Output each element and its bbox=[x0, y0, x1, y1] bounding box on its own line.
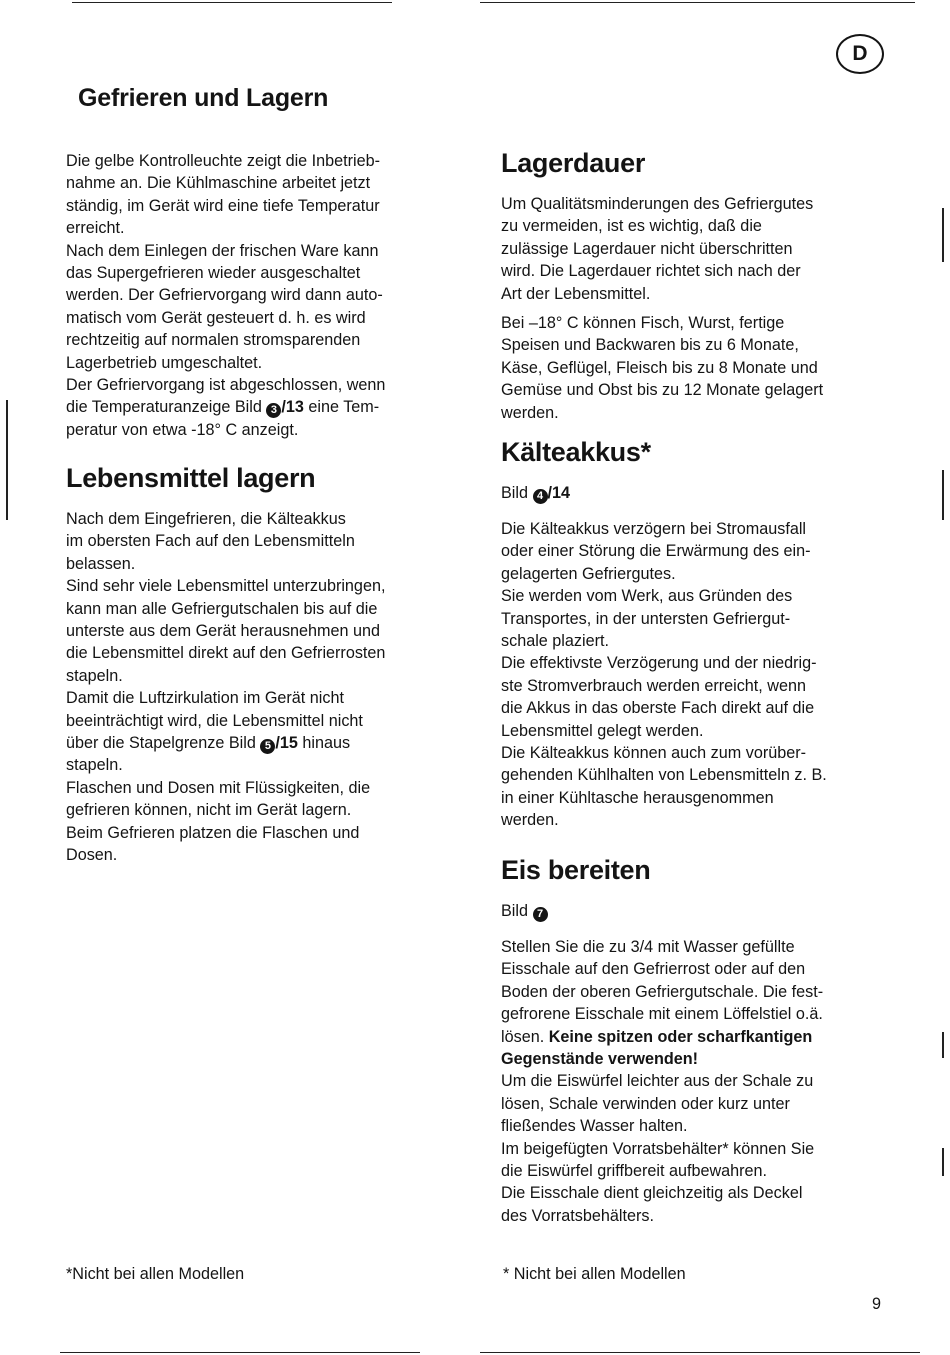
figure-ref: /14 bbox=[547, 484, 571, 502]
intro-line: Nach dem Einlegen der frischen Ware kann bbox=[66, 241, 379, 260]
figure-number-icon: 7 bbox=[533, 907, 548, 922]
figure-ref: /15 bbox=[275, 734, 298, 753]
intro-figure-ref-line bbox=[66, 396, 385, 418]
body-line: Die effektivste Verzögerung und der niedrig- bbox=[501, 654, 817, 673]
body-line: beeinträchtigt wird, die Lebensmittel nicht bbox=[66, 711, 363, 730]
title-eis-bereiten: Eis bereiten bbox=[501, 855, 651, 885]
body-line: gefrorene Eisschale mit einem Löffelstiel o.ä. bbox=[501, 1005, 823, 1024]
right-margin-mark-3 bbox=[942, 1032, 944, 1058]
body-line: stapeln. bbox=[66, 756, 123, 775]
intro-line: rechtzeitig auf normalen stromsparenden bbox=[66, 331, 361, 350]
language-badge: D bbox=[836, 34, 884, 74]
body-line: oder einer Störung die Erwärmung des ein- bbox=[501, 542, 811, 561]
body-line: Die Eisschale dient gleichzeitig als Deckel bbox=[501, 1184, 803, 1203]
figure-ref: /13 bbox=[281, 398, 304, 417]
top-rule-right bbox=[480, 2, 915, 3]
body-line: die Eiswürfel griffbereit aufbewahren. bbox=[501, 1162, 768, 1181]
figure-number-icon: 4 bbox=[533, 489, 548, 504]
title-kalteakkus: Kälteakkus* bbox=[501, 437, 651, 467]
body-line: die Lebensmittel direkt auf den Gefrierrosten bbox=[66, 644, 386, 663]
intro-line: Der Gefriervorgang ist abgeschlossen, wenn bbox=[66, 376, 386, 395]
intro-line: matisch vom Gerät gesteuert d. h. es wird bbox=[66, 308, 366, 327]
body-line: Nach dem Eingefrieren, die Kälteakkus bbox=[66, 510, 346, 528]
body-line: Lebensmittel gelegt werden. bbox=[501, 721, 704, 740]
right-margin-mark-2 bbox=[942, 470, 944, 520]
body-line: unterste aus dem Gerät herausnehmen und bbox=[66, 622, 381, 641]
body-line: in einer Kühltasche herausgenommen bbox=[501, 788, 774, 807]
intro-line: Lagerbetrieb umgeschaltet. bbox=[66, 353, 263, 372]
eis-paragraph bbox=[501, 936, 823, 1227]
warning-line-bold: Gegenstände verwenden! bbox=[501, 1050, 699, 1069]
intro-line: ständig, im Gerät wird eine tiefe Temperatur bbox=[66, 196, 380, 215]
body-line: Transportes, in der untersten Gefriergut- bbox=[501, 609, 791, 628]
body-line: gefrieren können, nicht im Gerät lagern. bbox=[66, 801, 352, 820]
body-line: Beim Gefrieren platzen die Flaschen und bbox=[66, 823, 360, 842]
body-line: im obersten Fach auf den Lebensmitteln bbox=[66, 532, 355, 551]
figure-ref-line bbox=[66, 732, 385, 754]
body-line: Boden der oberen Gefriergutschale. Die fest- bbox=[501, 982, 824, 1001]
body-line: Sind sehr viele Lebensmittel unterzubringen, bbox=[66, 577, 386, 596]
body-line: schale plaziert. bbox=[501, 632, 609, 651]
body-line: zu vermeiden, ist es wichtig, daß die bbox=[501, 217, 762, 236]
body-line: Die Kälteakkus verzögern bei Stromausfall bbox=[501, 520, 807, 538]
intro-line: das Supergefrieren wieder ausgeschaltet bbox=[66, 264, 361, 283]
body-line: werden. bbox=[501, 403, 559, 422]
body-line: ste Stromverbrauch werden erreicht, wenn bbox=[501, 676, 807, 695]
body-line: des Vorratsbehälters. bbox=[501, 1206, 654, 1225]
intro-paragraph bbox=[66, 150, 385, 441]
lagerdauer-paragraph-2 bbox=[501, 312, 823, 424]
eis-figure-ref bbox=[501, 900, 548, 922]
ref-post: hinaus bbox=[297, 734, 351, 753]
lebensmittel-paragraph bbox=[66, 508, 385, 867]
warning-line bbox=[501, 1026, 823, 1048]
body-line: Damit die Luftzirkulation im Gerät nicht bbox=[66, 689, 344, 708]
body-line: Art der Lebensmittel. bbox=[501, 284, 651, 303]
intro-line: peratur von etwa -18° C anzeigt. bbox=[66, 420, 299, 439]
intro-line: werden. Der Gefriervorgang wird dann auto- bbox=[66, 286, 383, 305]
left-margin-mark bbox=[6, 400, 8, 520]
warning-text: Keine spitzen oder scharfkantigen bbox=[548, 1027, 813, 1046]
warning-pre: lösen. bbox=[501, 1027, 549, 1046]
body-line: Käse, Geflügel, Fleisch bis zu 8 Monate und bbox=[501, 358, 818, 377]
bottom-rule-right bbox=[480, 1352, 920, 1353]
body-line: Um Qualitätsminderungen des Gefriergutes bbox=[501, 195, 814, 213]
body-line: zulässige Lagerdauer nicht überschritten bbox=[501, 239, 793, 258]
body-line: Sie werden vom Werk, aus Gründen des bbox=[501, 587, 793, 606]
intro-ref-post: eine Tem- bbox=[303, 398, 380, 417]
figure-number-icon: 5 bbox=[260, 739, 275, 754]
title-gefrieren-und-lagern: Gefrieren und Lagern bbox=[78, 84, 329, 112]
body-line: werden. bbox=[501, 811, 559, 830]
body-line: die Akkus in das oberste Fach direkt auf die bbox=[501, 699, 815, 718]
intro-ref-pre: die Temperaturanzeige Bild bbox=[66, 398, 267, 417]
body-line: Um die Eiswürfel leichter aus der Schale zu bbox=[501, 1072, 814, 1091]
ref-pre: über die Stapelgrenze Bild bbox=[66, 734, 261, 753]
body-line: Die Kälteakkus können auch zum vorüber- bbox=[501, 744, 807, 763]
right-margin-mark-4 bbox=[942, 1148, 944, 1176]
body-line: gehenden Kühlhalten von Lebensmitteln z. B. bbox=[501, 766, 827, 785]
page-number: 9 bbox=[872, 1295, 882, 1313]
body-line: lösen, Schale verwinden oder kurz unter bbox=[501, 1094, 790, 1113]
title-lebensmittel-lagern: Lebensmittel lagern bbox=[66, 463, 316, 493]
bild-label: Bild bbox=[501, 484, 533, 502]
body-line: stapeln. bbox=[66, 666, 123, 685]
body-line: Bei –18° C können Fisch, Wurst, fertige bbox=[501, 314, 785, 332]
top-rule-left bbox=[72, 2, 392, 3]
intro-line: nahme an. Die Kühlmaschine arbeitet jetzt bbox=[66, 174, 371, 193]
body-line: wird. Die Lagerdauer richtet sich nach der bbox=[501, 262, 801, 281]
footnote-right: * Nicht bei allen Modellen bbox=[503, 1265, 686, 1283]
body-line: Gemüse und Obst bis zu 12 Monate gelagert bbox=[501, 381, 824, 400]
body-line: kann man alle Gefriergutschalen bis auf die bbox=[66, 599, 378, 618]
body-line: Dosen. bbox=[66, 846, 118, 865]
body-line: gelagerten Gefriergutes. bbox=[501, 564, 676, 583]
footnote-left: *Nicht bei allen Modellen bbox=[66, 1265, 245, 1283]
title-lagerdauer: Lagerdauer bbox=[501, 148, 646, 178]
kalteakkus-paragraph bbox=[501, 518, 827, 832]
body-line: Flaschen und Dosen mit Flüssigkeiten, die bbox=[66, 778, 371, 797]
intro-line: erreicht. bbox=[66, 219, 125, 238]
body-line: belassen. bbox=[66, 554, 136, 573]
body-line: fließendes Wasser halten. bbox=[501, 1117, 688, 1136]
kalteakkus-figure-ref bbox=[501, 482, 570, 504]
bild-label: Bild bbox=[501, 902, 533, 920]
right-margin-mark-1 bbox=[942, 208, 944, 262]
body-line: Im beigefügten Vorratsbehälter* können Sie bbox=[501, 1139, 815, 1158]
intro-line: Die gelbe Kontrolleuchte zeigt die Inbetrieb- bbox=[66, 152, 381, 170]
body-line: Speisen und Backwaren bis zu 6 Monate, bbox=[501, 336, 799, 355]
figure-number-icon: 3 bbox=[266, 403, 281, 418]
body-line: Stellen Sie die zu 3/4 mit Wasser gefüllte bbox=[501, 938, 795, 956]
lagerdauer-paragraph-1 bbox=[501, 193, 813, 305]
bottom-rule-left bbox=[60, 1352, 420, 1353]
body-line: Eisschale auf den Gefrierrost oder auf den bbox=[501, 960, 806, 979]
